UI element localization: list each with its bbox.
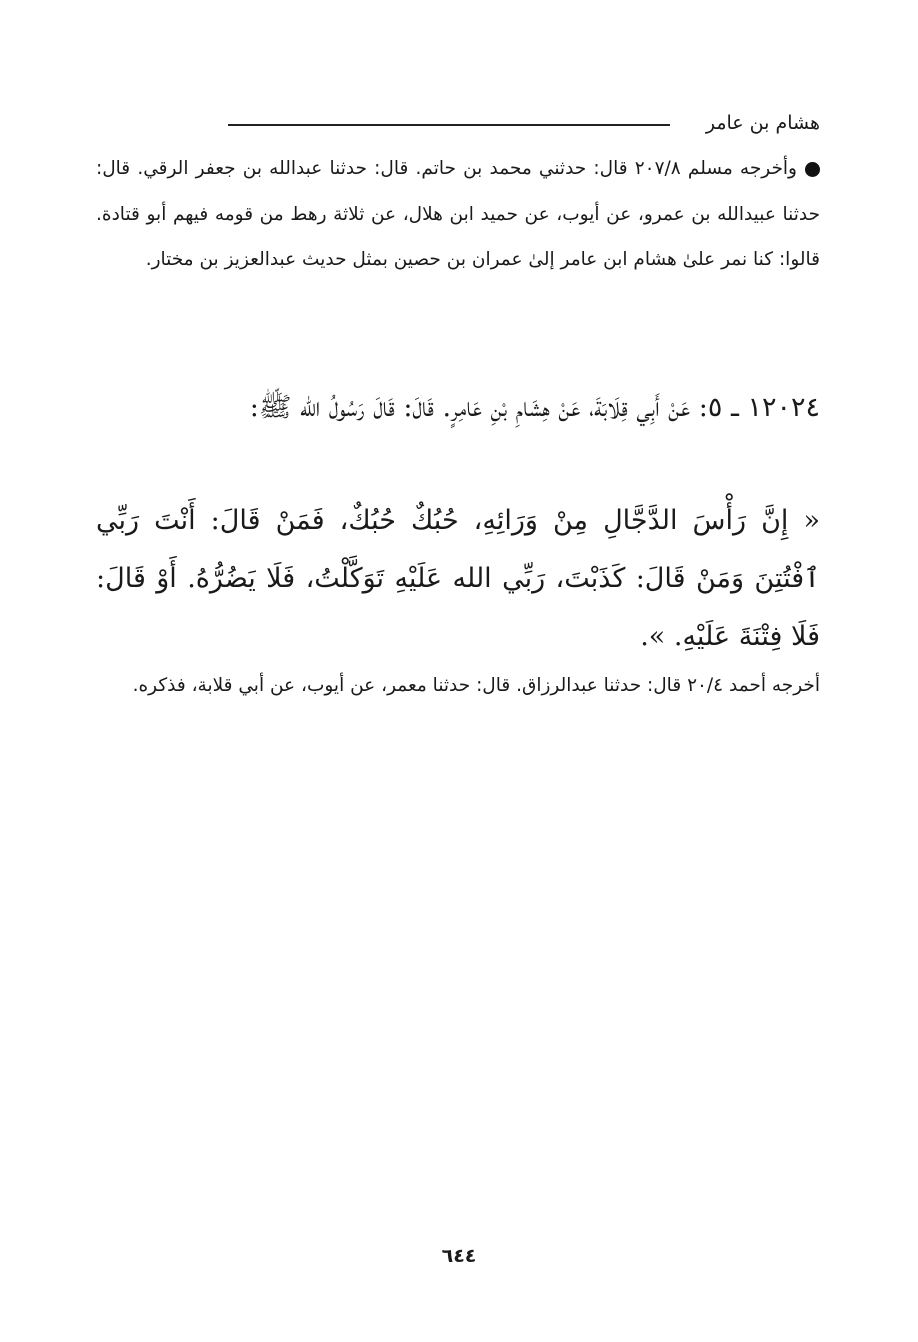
bullet-icon [805,162,820,177]
takhrij-note-muslim-text: وأخرجه مسلم ٢٠٧/٨ قال: حدثني محمد بن حاتم. قال: حدثنا عبدالله بن جعفر الرقي. قال: حدثنا عبيدالله بن عمرو، عن أيوب، عن حميد ابن هلال، عن ثلاثة رهط من قومه فيهم أبو قتادة. قالوا: كنا نمر علىٰ هشام ابن عامر إلىٰ عمران بن حصين بمثل حديث عبدالعزيز بن مختار. [96,158,820,270]
running-title: هشام بن عامر [705,112,820,134]
page-number: ٦٤٤ [441,1245,477,1267]
hadith-heading: ١٢٠٢٤ ـ ٥: عَنْ أَبِي قِلَابَةَ، عَنْ هِشَامِ بْنِ عَامِرٍ. قَالَ: قَالَ رَسُولُ الله ﷺ: [249,392,820,423]
hadith-matn: « إِنَّ رَأْسَ الدَّجَّالِ مِنْ وَرَائِهِ، حُبُكٌ حُبُكٌ، فَمَنْ قَالَ: أَنْتَ رَبِّي ٱفْتُتِنَ وَمَنْ قَالَ: كَذَبْتَ، رَبِّي الله عَلَيْهِ تَوَكَّلْتُ، فَلَا يَضُرُّهُ. أَوْ قَالَ: فَلَا فِتْنَةَ عَلَيْهِ. ». [96,505,820,652]
header-rule [228,124,670,126]
takhrij-note-ahmad: أخرجه أحمد ٢٠/٤ قال: حدثنا عبدالرزاق. قال: حدثنا معمر، عن أيوب، عن أبي قلابة، فذكره. [132,675,820,696]
page-header [228,106,820,140]
takhrij-note-muslim [96,146,820,283]
